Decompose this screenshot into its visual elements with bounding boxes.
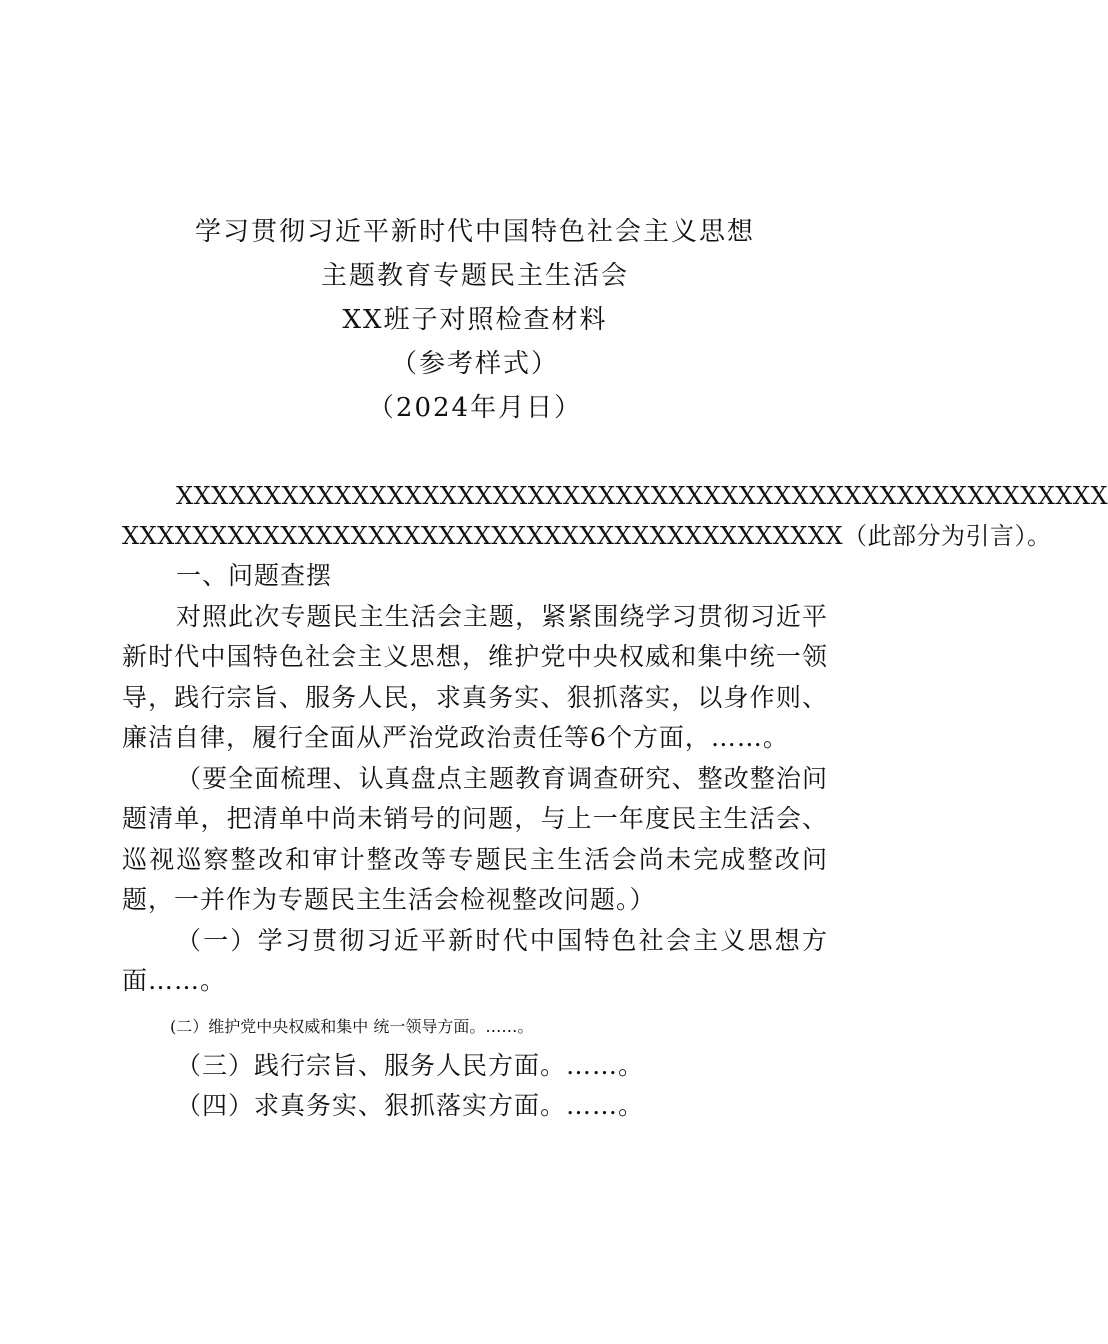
section-heading: 一、问题查摆: [176, 561, 333, 590]
title-line-3: XX班子对照检查材料: [342, 305, 608, 335]
title-line-1: 学习贯彻习近平新时代中国特色社会主义思想: [194, 217, 755, 247]
title-line-4: （参考样式）: [390, 349, 559, 379]
list-item-4: （四）求真务实、狠抓落实方面。……。: [176, 1091, 645, 1120]
document-title-block: [0, 210, 950, 430]
title-date: （2024年月日）: [367, 393, 583, 423]
list-item-1: （一）学习贯彻习近平新时代中国特色社会主义思想方面……。: [122, 925, 828, 995]
intro-line-1: XXXXXXXXXXXXXXXXXXXXXXXXXXXXXXXXXXXXXXXXXXXXXXXXXXXXX: [176, 482, 1108, 510]
document-body: [122, 476, 1108, 1127]
intro-line-2: XXXXXXXXXXXXXXXXXXXXXXXXXXXXXXXXXXXXXXXXX（此部分为引言）。: [122, 522, 1052, 550]
paragraph-instruction-note: （要全面梳理、认真盘点主题教育调查研究、整改整治问题清单，把清单中尚未销号的问题，与上一年度民主生活会、巡视巡察整改和审计整改等专题民主生活会尚未完成整改问题，一并作为专题民主生活会检视整改问题。）: [122, 763, 828, 914]
list-item-2: (二）维护党中央权威和集中 统一领导方面。……。: [170, 1016, 534, 1036]
title-line-2: 主题教育专题民主生活会: [320, 261, 629, 291]
list-item-3: （三）践行宗旨、服务人民方面。……。: [176, 1050, 645, 1080]
paragraph-problem-overview: 对照此次专题民主生活会主题，紧紧围绕学习贯彻习近平新时代中国特色社会主义思想，维护党中央权威和集中统一领导，践行宗旨、服务人民，求真务实、狠抓落实，以身作则、廉洁自律，履行全面从严治党政治责任等6个方面，……。: [122, 601, 828, 752]
